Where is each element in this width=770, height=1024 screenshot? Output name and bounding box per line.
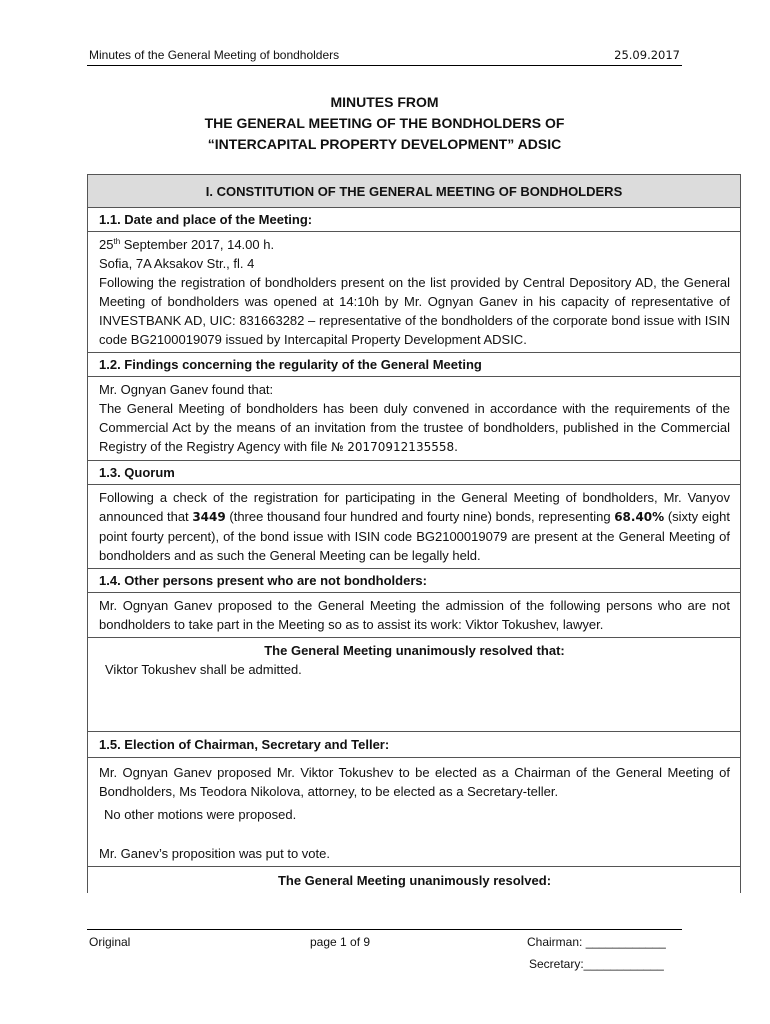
section-1-5-body xyxy=(88,758,740,867)
quorum-text-b: (three thousand four hundred and fourty nine) bonds, representing xyxy=(225,509,615,524)
section-1-heading: I. CONSTITUTION OF THE GENERAL MEETING OF BONDHOLDERS xyxy=(88,175,740,208)
other-persons-text: Mr. Ognyan Ganev proposed to the General Meeting the admission of the following persons who are not bondholders to take part in the Meeting so as to assist its work: Viktor Tokushev, lawyer. xyxy=(99,598,730,632)
section-1-5-heading: 1.5. Election of Chairman, Secretary and Teller: xyxy=(88,732,740,758)
vote-statement: Mr. Ganev’s proposition was put to vote. xyxy=(99,846,330,861)
quorum-text-c: (sixty eight point fourty percent), of the bond issue with ISIN code BG2100019079 are present at the General Meeting of bondholders and as such the General Meeting can be legally held. xyxy=(99,509,731,563)
quorum-text xyxy=(99,488,730,565)
section-1-5-resolution xyxy=(88,867,740,893)
quorum-text-a: Following a check of the registration for participating in the General Meeting of bondholders, Mr. Vanyov announced that xyxy=(99,490,730,524)
date-rest: September 2017, 14.00 h. xyxy=(120,237,275,252)
registry-file-number: № 20170912135558. xyxy=(330,440,458,454)
section-1-1-text: Following the registration of bondholders present on the list provided by Central Depository AD, the General Meeting of bondholders was opened at 14:10h by Mr. Ognyan Ganev in his capacity of representative of INVESTBANK AD, UIC: 831663282 – representative of the bondholders of the corporate bond issue with ISIN code BG2100019079 issued by Intercapital Property Development ADSIC. xyxy=(99,275,730,347)
resolved-heading-1-5: The General Meeting unanimously resolved: xyxy=(277,873,552,888)
date-suffix: th xyxy=(113,237,121,246)
title-line-2: THE GENERAL MEETING OF THE BONDHOLDERS OF xyxy=(204,115,565,131)
header-doc-title: Minutes of the General Meeting of bondholders xyxy=(89,48,340,62)
findings-text xyxy=(99,399,730,457)
page-number: page 1 of 9 xyxy=(310,935,371,949)
title-line-3: “INTERCAPITAL PROPERTY DEVELOPMENT” ADSIC xyxy=(207,136,562,152)
meeting-date xyxy=(99,235,730,254)
section-1-4-resolution xyxy=(88,638,740,732)
findings-intro: Mr. Ognyan Ganev found that: xyxy=(99,382,274,397)
minutes-table xyxy=(87,174,741,893)
no-motions: No other motions were proposed. xyxy=(104,807,297,822)
section-1-4-heading: 1.4. Other persons present who are not bondholders: xyxy=(88,569,740,593)
page-header xyxy=(87,47,682,66)
section-1-4-body xyxy=(88,593,740,638)
secretary-signature-line: Secretary:____________ xyxy=(529,957,664,971)
title-line-1: MINUTES FROM xyxy=(330,94,439,110)
date-day: 25 xyxy=(99,237,114,252)
document-title xyxy=(87,92,682,155)
section-1-2-heading: 1.2. Findings concerning the regularity of the General Meeting xyxy=(88,353,740,377)
section-1-1-heading: 1.1. Date and place of the Meeting: xyxy=(88,208,740,232)
resolved-heading-1-4: The General Meeting unanimously resolved that: xyxy=(264,643,565,658)
bonds-count: 3449 xyxy=(192,510,226,524)
footer-original: Original xyxy=(89,935,131,949)
page-footer xyxy=(87,929,682,980)
section-1-2-body xyxy=(88,377,740,461)
election-proposal: Mr. Ognyan Ganev proposed Mr. Viktor Tokushev to be elected as a Chairman of the General Meeting of Bondholders, Ms Teodora Nikolova, attorney, to be elected as a Secretary-teller. xyxy=(99,765,730,799)
bonds-percent: 68.40% xyxy=(614,510,665,524)
header-date: 25.09.2017 xyxy=(614,48,680,62)
findings-text-main: The General Meeting of bondholders has been duly convened in accordance with the requirements of the Commercial Act by the means of an invitation from the trustee of bondholders, published in the Commercial Registry of the Registry Agency with file xyxy=(99,401,730,454)
section-1-3-body xyxy=(88,485,740,569)
meeting-place: Sofia, 7A Aksakov Str., fl. 4 xyxy=(99,256,255,271)
section-1-1-body xyxy=(88,232,740,353)
chairman-signature-line: Chairman: ____________ xyxy=(527,935,666,949)
resolution-1-4: Viktor Tokushev shall be admitted. xyxy=(105,662,302,677)
section-1-3-heading: 1.3. Quorum xyxy=(88,461,740,485)
